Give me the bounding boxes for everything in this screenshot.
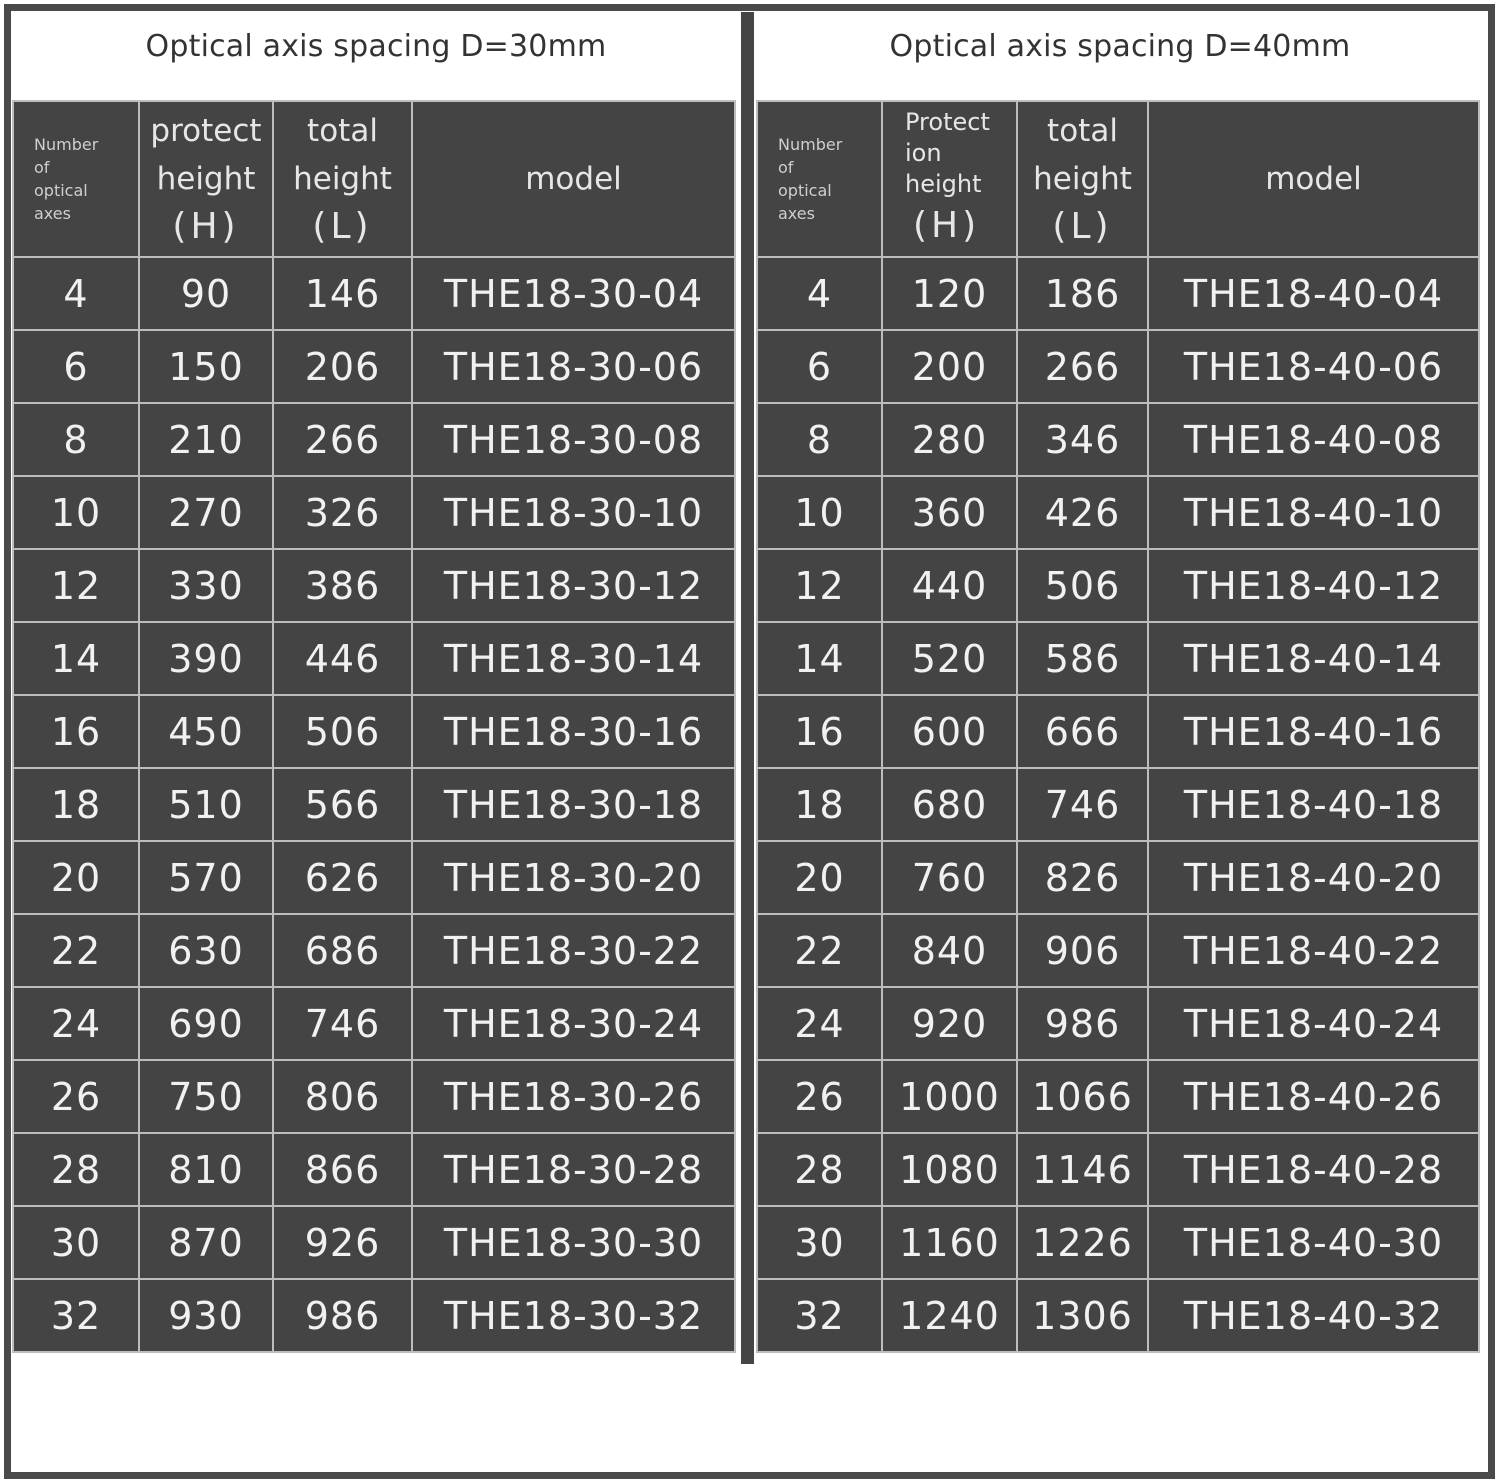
cell-protect-height: 150 [140, 331, 272, 402]
table-row [14, 696, 734, 767]
table-row [14, 1207, 734, 1278]
table-row [14, 988, 734, 1059]
panel-title: Optical axis spacing D=40mm [889, 29, 1351, 64]
cell-axes: 20 [758, 842, 881, 913]
cell-axes: 26 [758, 1061, 881, 1132]
cell-model: THE18-30-14 [413, 623, 734, 694]
cell-model: THE18-30-10 [413, 477, 734, 548]
spec-table [12, 100, 736, 1353]
cell-axes: 32 [758, 1280, 881, 1351]
table-row [14, 477, 734, 548]
cell-protect-height: 330 [140, 550, 272, 621]
cell-protect-height: 90 [140, 258, 272, 329]
cell-model: THE18-40-14 [1149, 623, 1478, 694]
cell-model: THE18-40-22 [1149, 915, 1478, 986]
cell-total-height: 326 [274, 477, 411, 548]
header-protection-height: Protect ion height (H) [883, 102, 1016, 256]
table-row [14, 1280, 734, 1351]
cell-axes: 30 [14, 1207, 138, 1278]
header-protect-height: protect height (H) [140, 102, 272, 256]
table-row [758, 404, 1478, 475]
cell-axes: 22 [758, 915, 881, 986]
cell-axes: 14 [14, 623, 138, 694]
cell-protect-height: 1000 [883, 1061, 1016, 1132]
cell-model: THE18-40-32 [1149, 1280, 1478, 1351]
cell-axes: 20 [14, 842, 138, 913]
table-row [14, 404, 734, 475]
cell-axes: 8 [758, 404, 881, 475]
cell-protect-height: 1160 [883, 1207, 1016, 1278]
table-row [758, 988, 1478, 1059]
cell-protect-height: 690 [140, 988, 272, 1059]
table-row [758, 915, 1478, 986]
table-row [14, 1134, 734, 1205]
table-row [14, 550, 734, 621]
cell-axes: 8 [14, 404, 138, 475]
cell-total-height: 986 [1018, 988, 1147, 1059]
cell-axes: 26 [14, 1061, 138, 1132]
cell-protect-height: 750 [140, 1061, 272, 1132]
cell-total-height: 746 [274, 988, 411, 1059]
table-row [758, 696, 1478, 767]
table-row [758, 1280, 1478, 1351]
cell-total-height: 506 [274, 696, 411, 767]
cell-total-height: 626 [274, 842, 411, 913]
cell-protect-height: 210 [140, 404, 272, 475]
cell-model: THE18-40-16 [1149, 696, 1478, 767]
cell-model: THE18-30-12 [413, 550, 734, 621]
cell-model: THE18-30-18 [413, 769, 734, 840]
cell-model: THE18-40-04 [1149, 258, 1478, 329]
panel-title: Optical axis spacing D=30mm [145, 29, 607, 64]
cell-total-height: 1306 [1018, 1280, 1147, 1351]
table-row [758, 477, 1478, 548]
cell-axes: 6 [14, 331, 138, 402]
cell-model: THE18-40-08 [1149, 404, 1478, 475]
cell-total-height: 666 [1018, 696, 1147, 767]
cell-protect-height: 520 [883, 623, 1016, 694]
cell-axes: 12 [14, 550, 138, 621]
table-row [14, 1061, 734, 1132]
cell-total-height: 206 [274, 331, 411, 402]
cell-protect-height: 600 [883, 696, 1016, 767]
cell-total-height: 986 [274, 1280, 411, 1351]
cell-axes: 16 [14, 696, 138, 767]
cell-total-height: 446 [274, 623, 411, 694]
table-row [758, 623, 1478, 694]
cell-axes: 24 [758, 988, 881, 1059]
cell-axes: 14 [758, 623, 881, 694]
cell-total-height: 1226 [1018, 1207, 1147, 1278]
cell-protect-height: 570 [140, 842, 272, 913]
cell-model: THE18-40-28 [1149, 1134, 1478, 1205]
cell-protect-height: 280 [883, 404, 1016, 475]
table-row [14, 842, 734, 913]
cell-total-height: 506 [1018, 550, 1147, 621]
cell-model: THE18-40-24 [1149, 988, 1478, 1059]
cell-model: THE18-40-20 [1149, 842, 1478, 913]
cell-model: THE18-30-30 [413, 1207, 734, 1278]
cell-axes: 22 [14, 915, 138, 986]
cell-protect-height: 630 [140, 915, 272, 986]
cell-axes: 28 [14, 1134, 138, 1205]
cell-model: THE18-30-24 [413, 988, 734, 1059]
cell-total-height: 686 [274, 915, 411, 986]
cell-axes: 18 [758, 769, 881, 840]
cell-protect-height: 510 [140, 769, 272, 840]
table-row [758, 331, 1478, 402]
table-row [758, 1061, 1478, 1132]
cell-axes: 30 [758, 1207, 881, 1278]
cell-total-height: 1066 [1018, 1061, 1147, 1132]
cell-model: THE18-30-06 [413, 331, 734, 402]
cell-axes: 4 [14, 258, 138, 329]
cell-total-height: 346 [1018, 404, 1147, 475]
cell-axes: 24 [14, 988, 138, 1059]
table-row [14, 258, 734, 329]
cell-total-height: 746 [1018, 769, 1147, 840]
cell-protect-height: 930 [140, 1280, 272, 1351]
table-row [14, 915, 734, 986]
cell-protect-height: 120 [883, 258, 1016, 329]
cell-total-height: 426 [1018, 477, 1147, 548]
cell-protect-height: 870 [140, 1207, 272, 1278]
cell-axes: 32 [14, 1280, 138, 1351]
cell-protect-height: 390 [140, 623, 272, 694]
table-row [14, 331, 734, 402]
table-row [14, 623, 734, 694]
header-total-height: total height (L) [1018, 102, 1147, 256]
table-row [758, 769, 1478, 840]
cell-total-height: 826 [1018, 842, 1147, 913]
cell-total-height: 566 [274, 769, 411, 840]
table-row [758, 550, 1478, 621]
cell-total-height: 906 [1018, 915, 1147, 986]
cell-protect-height: 440 [883, 550, 1016, 621]
cell-model: THE18-30-16 [413, 696, 734, 767]
cell-model: THE18-40-06 [1149, 331, 1478, 402]
table-row [14, 769, 734, 840]
cell-axes: 28 [758, 1134, 881, 1205]
cell-total-height: 586 [1018, 623, 1147, 694]
header-axes: Number of optical axes [14, 102, 138, 256]
cell-model: THE18-40-30 [1149, 1207, 1478, 1278]
cell-total-height: 186 [1018, 258, 1147, 329]
cell-model: THE18-40-10 [1149, 477, 1478, 548]
cell-protect-height: 360 [883, 477, 1016, 548]
table-row [758, 842, 1478, 913]
cell-total-height: 806 [274, 1061, 411, 1132]
cell-protect-height: 840 [883, 915, 1016, 986]
cell-model: THE18-30-26 [413, 1061, 734, 1132]
table-row [758, 1134, 1478, 1205]
cell-protect-height: 680 [883, 769, 1016, 840]
cell-protect-height: 200 [883, 331, 1016, 402]
cell-model: THE18-30-32 [413, 1280, 734, 1351]
cell-axes: 12 [758, 550, 881, 621]
header-model: model [413, 102, 734, 256]
cell-total-height: 866 [274, 1134, 411, 1205]
spec-panel-40mm [758, 12, 1482, 1353]
cell-axes: 6 [758, 331, 881, 402]
cell-model: THE18-30-04 [413, 258, 734, 329]
cell-protect-height: 270 [140, 477, 272, 548]
cell-total-height: 386 [274, 550, 411, 621]
cell-protect-height: 760 [883, 842, 1016, 913]
cell-model: THE18-30-20 [413, 842, 734, 913]
cell-protect-height: 1080 [883, 1134, 1016, 1205]
cell-total-height: 926 [274, 1207, 411, 1278]
cell-axes: 16 [758, 696, 881, 767]
cell-protect-height: 450 [140, 696, 272, 767]
cell-protect-height: 920 [883, 988, 1016, 1059]
cell-axes: 4 [758, 258, 881, 329]
spec-table [756, 100, 1480, 1353]
header-axes: Number of optical axes [758, 102, 881, 256]
cell-model: THE18-40-18 [1149, 769, 1478, 840]
header-total-height: total height (L) [274, 102, 411, 256]
table-row [758, 258, 1478, 329]
cell-model: THE18-30-22 [413, 915, 734, 986]
cell-model: THE18-40-26 [1149, 1061, 1478, 1132]
cell-axes: 10 [14, 477, 138, 548]
panel-divider [740, 12, 756, 1364]
cell-protect-height: 810 [140, 1134, 272, 1205]
cell-axes: 18 [14, 769, 138, 840]
header-model: model [1149, 102, 1478, 256]
spec-panel-30mm [14, 12, 738, 1353]
cell-protect-height: 1240 [883, 1280, 1016, 1351]
cell-total-height: 266 [274, 404, 411, 475]
table-row [758, 1207, 1478, 1278]
cell-total-height: 146 [274, 258, 411, 329]
cell-model: THE18-40-12 [1149, 550, 1478, 621]
cell-axes: 10 [758, 477, 881, 548]
cell-total-height: 266 [1018, 331, 1147, 402]
cell-model: THE18-30-28 [413, 1134, 734, 1205]
cell-model: THE18-30-08 [413, 404, 734, 475]
cell-total-height: 1146 [1018, 1134, 1147, 1205]
